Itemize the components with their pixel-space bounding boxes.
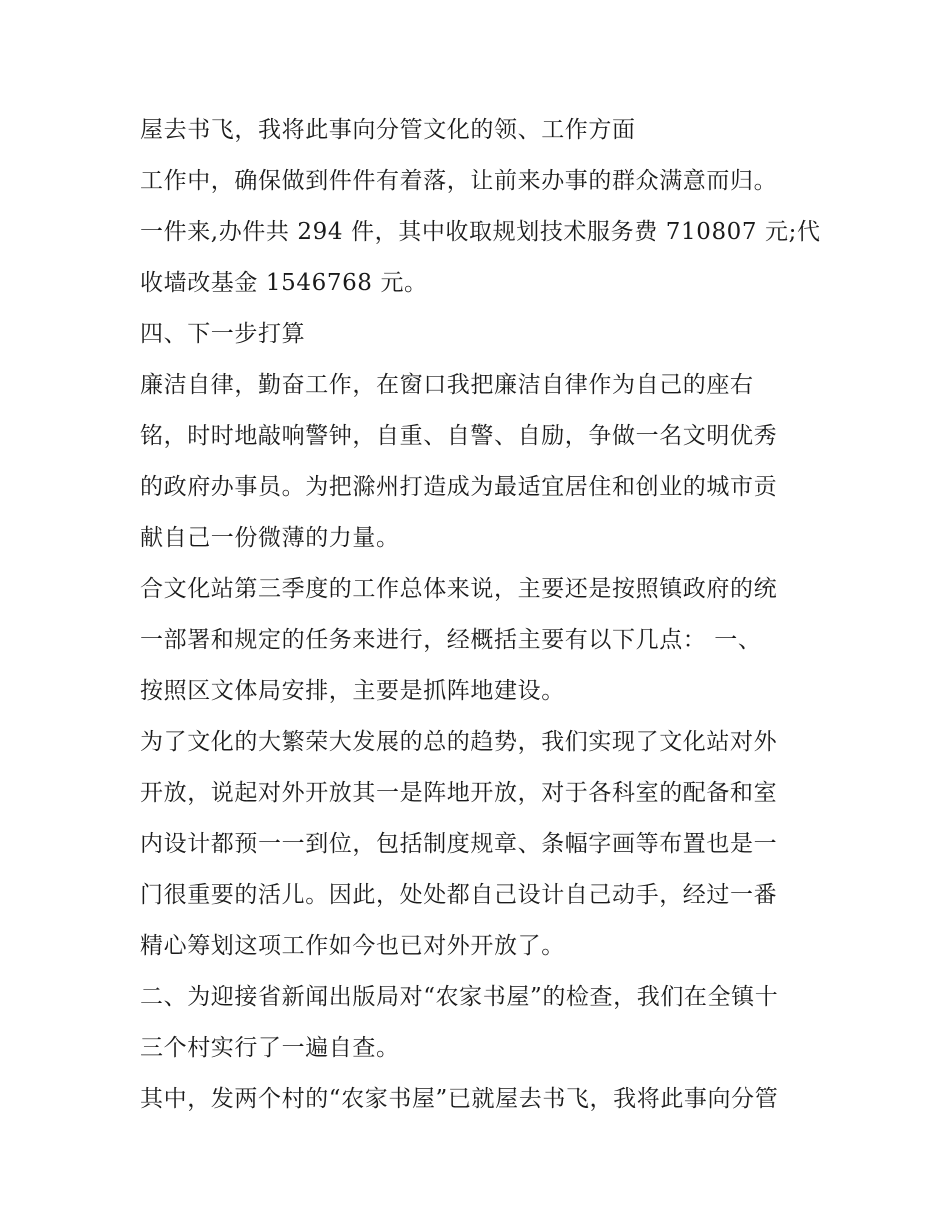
text-line: 内设计都预一一到位，包括制度规章、条幅字画等布置也是一 — [140, 831, 778, 857]
section-heading: 四、下一步打算 — [140, 321, 306, 347]
text-line: 为了文化的大繁荣大发展的总的趋势，我们实现了文化站对外 — [140, 729, 778, 755]
text-line: 收墙改基金 1546768 元。 — [140, 270, 428, 296]
text-line: 开放，说起对外开放其一是阵地开放，对于各科室的配备和室 — [140, 780, 778, 806]
text-line: 二、为迎接省新闻出版局对“农家书屋”的检查，我们在全镇十 — [140, 984, 779, 1010]
text-line: 一件来,办件共 294 件，其中收取规划技术服务费 710807 元;代 — [140, 219, 821, 245]
text-line: 精心筹划这项工作如今也已对外开放了。 — [140, 933, 565, 959]
text-line: 合文化站第三季度的工作总体来说，主要还是按照镇政府的统 — [140, 576, 778, 602]
text-line: 工作中，确保做到件件有着落，让前来办事的群众满意而归。 — [140, 168, 778, 194]
text-line: 其中，发两个村的“农家书屋”已就屋去书飞，我将此事向分管 — [140, 1086, 779, 1112]
text-line: 廉洁自律，勤奋工作，在窗口我把廉洁自律作为自己的座右 — [140, 372, 754, 398]
text-line: 门很重要的活儿。因此，处处都自己设计自己动手，经过一番 — [140, 882, 778, 908]
text-line: 按照区文体局安排，主要是抓阵地建设。 — [140, 678, 565, 704]
text-line: 铭，时时地敲响警钟，自重、自警、自励，争做一名文明优秀 — [140, 423, 778, 449]
text-line: 献自己一份微薄的力量。 — [140, 525, 400, 551]
document-body — [140, 105, 830, 1125]
text-line: 一部署和规定的任务来进行，经概括主要有以下几点： 一、 — [140, 627, 762, 653]
text-line: 三个村实行了一遍自查。 — [140, 1035, 400, 1061]
text-line: 屋去书飞，我将此事向分管文化的领、工作方面 — [140, 117, 636, 143]
text-line: 的政府办事员。为把滁州打造成为最适宜居住和创业的城市贡 — [140, 474, 778, 500]
